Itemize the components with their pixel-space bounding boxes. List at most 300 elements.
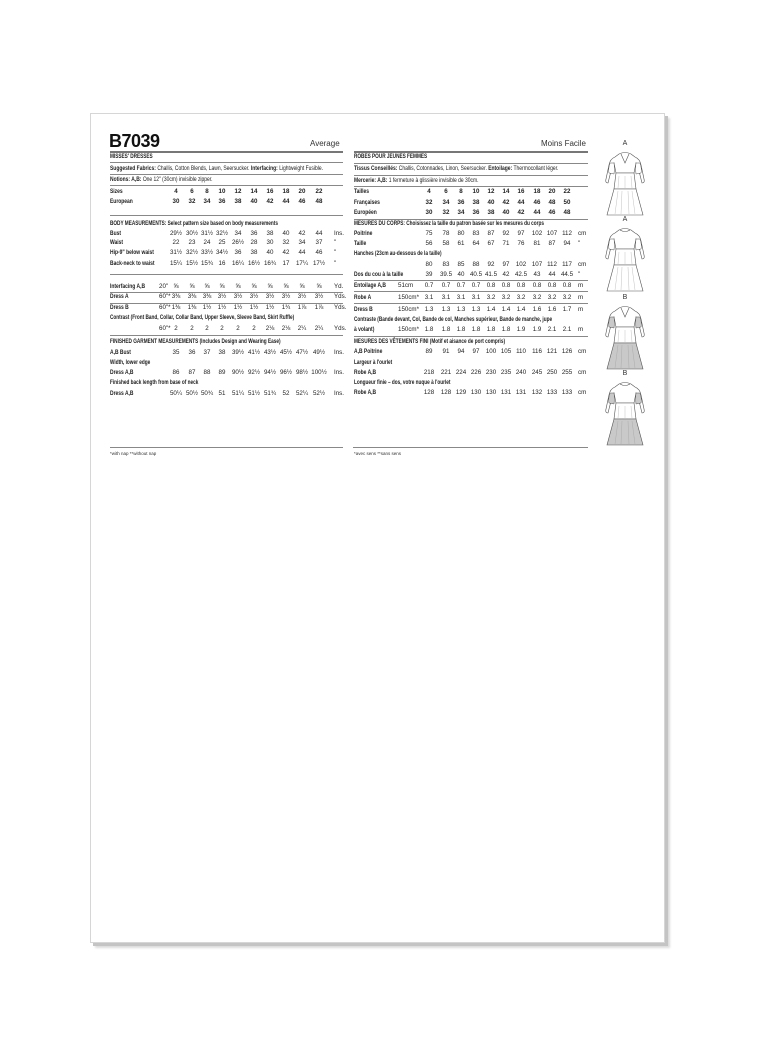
cell-value: 44 — [533, 209, 541, 216]
cell-value: 20 — [548, 188, 556, 195]
cell-value: 131 — [500, 389, 512, 396]
cell-value: 38 — [472, 199, 480, 206]
table-divider — [110, 185, 343, 186]
dress-a-back-illustration — [600, 225, 650, 295]
cell-value: 50¼ — [169, 390, 183, 397]
cell-value: 110 — [516, 348, 526, 355]
cell-value: 80 — [425, 261, 433, 268]
heading-text: BODY MEASUREMENTS: Select pattern size based on body measurements — [110, 220, 278, 227]
cell-value: 33½ — [200, 249, 214, 256]
section-heading — [110, 152, 343, 162]
cell-value: 218 — [423, 369, 435, 376]
cell-value: 3⅜ — [187, 293, 197, 300]
cell-value: 38 — [218, 349, 226, 356]
row-label: Robe A — [354, 294, 372, 301]
cell-value: 224 — [455, 369, 467, 376]
cell-value: 41.5 — [484, 271, 498, 278]
cell-value: 36 — [250, 230, 258, 237]
info-line — [110, 164, 343, 174]
cell-value: 12 — [234, 188, 242, 195]
unit-label: " — [578, 271, 581, 278]
cell-value: 1½ — [217, 304, 227, 311]
cell-value: 46 — [548, 209, 556, 216]
cell-value: 32½ — [215, 230, 229, 237]
cell-value: 30½ — [185, 230, 199, 237]
cell-value: 37 — [315, 239, 323, 246]
row-label: Sizes — [110, 188, 123, 195]
table-row — [354, 229, 588, 239]
cell-value: 3.2 — [486, 294, 496, 301]
cell-value: 42 — [298, 230, 306, 237]
cell-value: 36 — [188, 349, 196, 356]
cell-value: 52 — [282, 390, 290, 397]
cell-value: 132 — [531, 389, 543, 396]
cell-value: ⅝ — [251, 283, 257, 290]
heading-text: FINISHED GARMENT MEASUREMENTS (Includes Design and Wearing Ease) — [110, 338, 281, 345]
cell-value: 85 — [457, 261, 465, 268]
cell-value: 37 — [203, 349, 211, 356]
fabric-width: 60"* — [159, 325, 171, 332]
unit-label: Yd. — [334, 283, 344, 290]
cell-value: 235 — [500, 369, 512, 376]
cell-value: 121 — [546, 348, 558, 355]
cell-value: 38 — [250, 249, 258, 256]
unit-label: cm — [578, 389, 587, 396]
table-divider — [110, 335, 343, 336]
info-text-line — [110, 175, 213, 185]
cell-value: 2⅛ — [281, 325, 291, 332]
cell-value: ⅝ — [299, 283, 305, 290]
cell-value: 30 — [266, 239, 274, 246]
cell-value: 16 — [218, 260, 226, 267]
table-row — [110, 324, 347, 334]
table-divider — [110, 274, 343, 275]
cell-value: 58 — [442, 240, 450, 247]
cell-value: 2 — [205, 325, 209, 332]
cell-value: 0.7 — [424, 282, 434, 289]
cell-value: 83 — [472, 230, 480, 237]
cell-value: 97 — [517, 230, 525, 237]
row-label: Robe A,B — [354, 369, 377, 376]
cell-value: 1.8 — [486, 326, 496, 333]
cell-value: 3½ — [217, 293, 227, 300]
footnote-fr: *avec sens **sans sens — [354, 451, 402, 456]
fabric-width: 150cm* — [398, 306, 419, 313]
cell-value: 112 — [562, 230, 572, 237]
cell-value: 3.2 — [516, 294, 526, 301]
unit-label: cm — [578, 348, 587, 355]
cell-value: 44 — [548, 271, 556, 278]
unit-label: " — [334, 239, 337, 246]
cell-value: 38 — [487, 209, 495, 216]
unit-label: m — [578, 306, 584, 313]
row-label: Entoilage A,B — [354, 282, 386, 289]
cell-value: 76 — [517, 240, 525, 247]
info-text: Thermocollant léger. — [513, 165, 559, 172]
heading-text: Contrast (Front Band, Collar, Collar Band, Upper Sleeve, Sleeve Band, Skirt Ruffle) — [110, 314, 295, 321]
cell-value: 1.8 — [501, 326, 511, 333]
unit-label: m — [578, 326, 584, 333]
cell-value: 14 — [250, 188, 258, 195]
cell-value: 64 — [472, 240, 480, 247]
cell-value: 0.7 — [471, 282, 481, 289]
unit-label: Ins. — [334, 390, 344, 397]
unit-label: Yds. — [334, 304, 347, 311]
cell-value: 36 — [472, 209, 480, 216]
table-row — [110, 368, 343, 378]
cell-value: 78 — [442, 230, 450, 237]
cell-value: 31½ — [169, 249, 183, 256]
section-heading — [110, 313, 343, 323]
dress-b-front-illustration — [600, 303, 650, 373]
cell-value: 22 — [172, 239, 180, 246]
fabric-width: 20" — [159, 283, 169, 290]
row-label: Européen — [354, 209, 377, 216]
cell-value: 4 — [174, 188, 178, 195]
cell-value: 0.8 — [532, 282, 542, 289]
table-row — [354, 239, 588, 249]
cell-value: 245 — [531, 369, 543, 376]
cell-value: 1.7 — [562, 306, 572, 313]
cell-value: 240 — [515, 369, 527, 376]
cell-value: 1.8 — [441, 326, 451, 333]
section-heading — [354, 315, 588, 325]
cell-value: 34 — [234, 230, 242, 237]
cell-value: 3.2 — [532, 294, 542, 301]
cell-value: 40 — [282, 230, 290, 237]
cell-value: 23 — [188, 239, 196, 246]
table-row — [354, 198, 588, 208]
cell-value: 129 — [455, 389, 467, 396]
cell-value: 52¼ — [295, 390, 309, 397]
cell-value: 51¾ — [263, 390, 277, 397]
cell-value: 40.5 — [469, 271, 483, 278]
cell-value: 128 — [423, 389, 435, 396]
cell-value: 2 — [236, 325, 240, 332]
cell-value: 97 — [502, 261, 510, 268]
cell-value: 2 — [190, 325, 194, 332]
cell-value: 15¾ — [200, 260, 214, 267]
info-text: Interfacing: — [250, 165, 280, 172]
cell-value: 44 — [517, 199, 525, 206]
heading-text: Finished back length from base of neck — [110, 379, 199, 386]
cell-value: 4 — [427, 188, 431, 195]
cell-value: 17¼ — [295, 260, 309, 267]
cell-value: 92½ — [247, 369, 261, 376]
cell-value: 56 — [425, 240, 433, 247]
cell-value: 94½ — [263, 369, 277, 376]
unit-label: cm — [578, 369, 587, 376]
cell-value: 39½ — [231, 349, 245, 356]
cell-value: 1.8 — [471, 326, 481, 333]
cell-value: 0.7 — [441, 282, 451, 289]
cell-value: 6 — [190, 188, 194, 195]
row-label: Back-neck to waist — [110, 260, 155, 267]
cell-value: 2 — [174, 325, 178, 332]
cell-value: 48 — [315, 198, 323, 205]
cell-value: 1.6 — [532, 306, 542, 313]
fabric-width: 150cm* — [398, 326, 419, 333]
table-row — [110, 282, 343, 292]
cell-value: 34 — [442, 199, 450, 206]
cell-value: 89 — [425, 348, 433, 355]
cell-value: 107 — [546, 230, 558, 237]
cell-value: 35 — [172, 349, 180, 356]
cell-value: 30 — [425, 209, 433, 216]
heading-text: Hanches (23cm au-dessous de la taille) — [354, 250, 442, 257]
cell-value: 92 — [487, 261, 495, 268]
cell-value: 29½ — [169, 230, 183, 237]
info-text: One 12" (30cm) invisible zipper. — [142, 176, 213, 183]
table-row — [354, 270, 588, 280]
section-heading — [110, 378, 343, 388]
info-line — [354, 176, 588, 186]
unit-label: m — [578, 294, 584, 301]
cell-value: 16¼ — [231, 260, 245, 267]
cell-value: ⅝ — [235, 283, 241, 290]
info-text: Suggested Fabrics: — [110, 165, 158, 172]
row-label: Dos du cou à la taille — [354, 271, 404, 278]
row-label: Dress A — [110, 293, 129, 300]
cell-value: 20 — [298, 188, 306, 195]
info-text: 1 fermeture à glissière invisible de 30cm. — [388, 177, 479, 184]
cell-value: 6 — [444, 188, 448, 195]
info-text: Challis, Cotonnades, Linon, Seersucker. — [398, 165, 489, 172]
cell-value: 1.6 — [547, 306, 557, 313]
cell-value: 12 — [487, 188, 495, 195]
cell-value: 3½ — [281, 293, 291, 300]
cell-value: 83 — [442, 261, 450, 268]
cell-value: 1.3 — [441, 306, 451, 313]
cell-value: 1⅜ — [187, 304, 197, 311]
table-row — [354, 325, 588, 335]
cell-value: 34 — [457, 209, 465, 216]
cell-value: 230 — [485, 369, 497, 376]
cell-value: 24 — [203, 239, 211, 246]
cell-value: 126 — [561, 348, 573, 355]
cell-value: 44 — [315, 230, 323, 237]
section-heading — [354, 219, 588, 229]
cell-value: 10 — [218, 188, 226, 195]
info-text-line — [110, 164, 323, 174]
info-text: Notions: A,B: — [110, 176, 143, 183]
info-text: Lightweight Fusible. — [279, 165, 323, 172]
cell-value: 50½ — [185, 390, 199, 397]
row-label: A,B Bust — [110, 349, 131, 356]
fabric-width: 150cm* — [398, 294, 419, 301]
cell-value: 91 — [442, 348, 450, 355]
cell-value: 3.1 — [471, 294, 481, 301]
cell-value: 16¾ — [263, 260, 277, 267]
fabric-width: 51cm — [398, 282, 414, 289]
row-label: à volant) — [354, 326, 375, 333]
cell-value: 17 — [282, 260, 290, 267]
fabric-width: 60"* — [159, 293, 171, 300]
info-line — [110, 175, 343, 185]
cell-value: 80 — [457, 230, 465, 237]
cell-value: 1½ — [233, 304, 243, 311]
cell-value: 128 — [440, 389, 452, 396]
info-text: Tissus Conseillés: — [354, 165, 399, 172]
cell-value: 48 — [563, 209, 571, 216]
row-label: Robe A,B — [354, 389, 377, 396]
table-row — [354, 388, 588, 398]
cell-value: 3½ — [233, 293, 243, 300]
cell-value: 40 — [250, 198, 258, 205]
cell-value: 112 — [547, 261, 557, 268]
section-heading — [354, 337, 588, 347]
info-line — [354, 164, 588, 174]
cell-value: 26½ — [231, 239, 245, 246]
cell-value: 89 — [218, 369, 226, 376]
cell-value: 1.9 — [532, 326, 542, 333]
cell-value: 49½ — [312, 349, 326, 356]
table-row — [354, 368, 588, 378]
cell-value: 38 — [234, 198, 242, 205]
cell-value: 88 — [472, 261, 480, 268]
section-heading — [354, 378, 588, 388]
cell-value: 43 — [533, 271, 541, 278]
cell-value: 40 — [502, 209, 510, 216]
cell-value: 52½ — [312, 390, 326, 397]
cell-value: 36 — [218, 198, 226, 205]
unit-label: Yds. — [334, 293, 347, 300]
cell-value: 0.8 — [501, 282, 511, 289]
cell-value: 16 — [517, 188, 525, 195]
difficulty-label: Average — [310, 139, 340, 148]
info-text-line — [354, 164, 558, 174]
cell-value: 3.2 — [547, 294, 557, 301]
cell-value: 46 — [298, 198, 306, 205]
cell-value: 90½ — [231, 369, 245, 376]
cell-value: 42 — [266, 198, 274, 205]
cell-value: 40 — [487, 199, 495, 206]
table-row — [354, 208, 588, 218]
unit-label: Ins. — [334, 349, 344, 356]
cell-value: 1.3 — [471, 306, 481, 313]
cell-value: 3½ — [265, 293, 275, 300]
cell-value: 96½ — [279, 369, 293, 376]
cell-value: 3½ — [297, 293, 307, 300]
cell-value: 36 — [457, 199, 465, 206]
unit-label: cm — [578, 261, 587, 268]
cell-value: 18 — [282, 188, 290, 195]
difficulty-label-fr: Moins Facile — [541, 139, 586, 148]
cell-value: 32 — [442, 209, 450, 216]
section-heading — [354, 249, 588, 259]
cell-value: 2.1 — [547, 326, 557, 333]
cell-value: ⅝ — [173, 283, 179, 290]
cell-value: 46 — [533, 199, 541, 206]
unit-label: Ins. — [334, 369, 344, 376]
cell-value: 3½ — [249, 293, 259, 300]
cell-value: ⅝ — [267, 283, 273, 290]
cell-value: 1½ — [202, 304, 212, 311]
cell-value: 14 — [502, 188, 510, 195]
cell-value: 3.1 — [456, 294, 466, 301]
footnote-divider — [110, 447, 343, 448]
table-row — [110, 259, 343, 269]
info-text: Mercerie: A,B: — [354, 177, 389, 184]
heading-text: MISSES' DRESSES — [110, 153, 153, 160]
cell-value: ⅝ — [189, 283, 195, 290]
table-row — [354, 347, 588, 357]
cell-value: 8 — [459, 188, 463, 195]
info-text: Challis, Cotton Blends, Lawn, Seersucker. — [157, 165, 251, 172]
section-heading — [110, 219, 343, 229]
cell-value: 36 — [234, 249, 242, 256]
cell-value: 2 — [220, 325, 224, 332]
cell-value: 40 — [457, 271, 465, 278]
table-divider — [110, 162, 343, 163]
table-row — [354, 305, 588, 315]
row-label: Françaises — [354, 199, 380, 206]
cell-value: 92 — [502, 230, 510, 237]
heading-text: Width, lower edge — [110, 359, 151, 366]
cell-value: 44.5 — [560, 271, 574, 278]
section-heading — [354, 358, 588, 368]
cell-value: 1.4 — [501, 306, 511, 313]
pattern-number: B7039 — [109, 131, 160, 151]
cell-value: 1¾ — [281, 304, 291, 311]
section-heading — [110, 337, 343, 347]
cell-value: 1⅞ — [314, 304, 324, 311]
cell-value: 0.8 — [547, 282, 557, 289]
table-row — [110, 187, 343, 197]
heading-text: Longueur finie – dos, votre nuque à l'ourlet — [354, 379, 451, 386]
cell-value: 16 — [266, 188, 274, 195]
cell-value: 28 — [250, 239, 258, 246]
cell-value: 42 — [502, 199, 510, 206]
cell-value: 0.8 — [562, 282, 572, 289]
cell-value: ⅝ — [283, 283, 289, 290]
cell-value: 1½ — [249, 304, 259, 311]
cell-value: 30 — [172, 198, 180, 205]
cell-value: 32 — [188, 198, 196, 205]
row-label: Dress B — [354, 306, 373, 313]
view-letter: B — [622, 294, 628, 301]
cell-value: 16½ — [247, 260, 261, 267]
table-row — [110, 248, 343, 258]
cell-value: 1.3 — [456, 306, 466, 313]
cell-value: 1.4 — [516, 306, 526, 313]
row-label: Tailles — [354, 188, 370, 195]
cell-value: 10 — [472, 188, 480, 195]
cell-value: 2.1 — [562, 326, 572, 333]
cell-value: 46 — [315, 249, 323, 256]
footnote-divider-fr — [353, 447, 588, 448]
cell-value: 67 — [487, 240, 495, 247]
cell-value: 3½ — [314, 293, 324, 300]
row-label: Taille — [354, 240, 367, 247]
cell-value: 3.2 — [562, 294, 572, 301]
cell-value: 71 — [502, 240, 510, 247]
cell-value: 47½ — [295, 349, 309, 356]
cell-value: 15¼ — [169, 260, 183, 267]
cell-value: 117 — [562, 261, 572, 268]
unit-label: " — [334, 249, 337, 256]
dress-a-front-illustration — [600, 149, 650, 219]
heading-text: MESURES DU CORPS: Choisissez la taille du patron basée sur les mesures du corps — [354, 220, 544, 227]
table-row — [110, 348, 343, 358]
heading-text: Largeur à l'ourlet — [354, 359, 393, 366]
cell-value: 22 — [315, 188, 323, 195]
cell-value: 43½ — [263, 349, 277, 356]
table-divider — [354, 291, 588, 292]
cell-value: 3.1 — [424, 294, 434, 301]
cell-value: 40 — [266, 249, 274, 256]
cell-value: 102 — [515, 261, 527, 268]
